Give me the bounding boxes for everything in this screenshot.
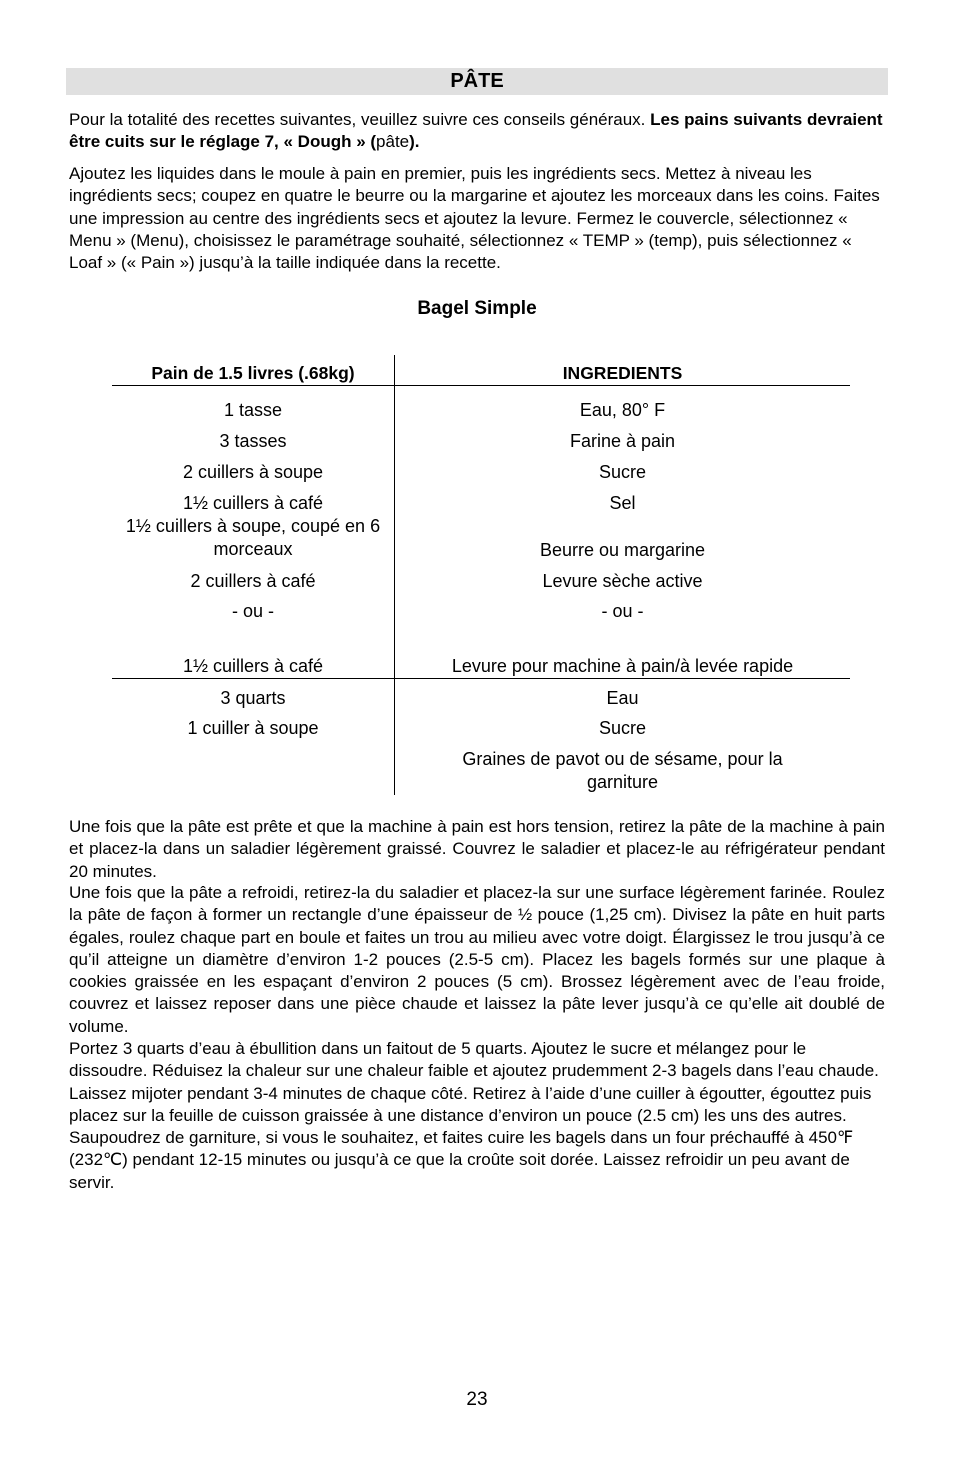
page-number: 23 bbox=[466, 1389, 488, 1410]
table-cell-qty: 2 cuillers à soupe bbox=[182, 462, 324, 482]
table-cell-ingredient: Levure sèche active bbox=[542, 571, 703, 591]
intro-bold-text: Les pains suivants devraient être cuits sur le réglage 7, « Dough » ( bbox=[69, 110, 883, 152]
body-paragraph: Une fois que la pâte a refroidi, retirez-la du saladier et placez-la sur une surface légèrement farinée. Roulez la pâte de façon à former un rectangle d’une épaisseur de ½ pouce (1,25 cm). Divisez la pâte en huit parts égales, roulez chaque part en boule et faites un trou au milieu avec votre doigt. Élargissez le trou jusqu’à ce qu’il atteigne un diamètre d’environ 1-2 pouces (2.5-5 cm). Placez les bagels formés sur une plaque à cookies graissée en les espaçant d’environ 2 pouces (5 cm). Brossez légèrement avec de l’eau froide, couvrez et laissez reposer dans une pièce chaude et laissez la pâte lever jusqu’à ce qu’elle ait doublé de volume. bbox=[69, 883, 885, 1036]
section-title: PÂTE bbox=[66, 68, 888, 95]
table-cell-qty: 1½ cuillers à soupe, coupé en 6 morceaux bbox=[125, 516, 381, 559]
table-cell-ingredient: Eau bbox=[606, 688, 639, 708]
table-cell-ingredient: Graines de pavot ou de sésame, pour la garniture bbox=[462, 749, 783, 792]
instructions-paragraph: Ajoutez les liquides dans le moule à pain en premier, puis les ingrédients secs. Mettez à niveau les ingrédients secs; coupez en quatre le beurre ou la margarine et ajoutez les morceaux dans les coins. Faites une impression au centre des ingrédients secs et ajoutez la levure. Fermez le couvercle, sélectionnez « Menu » (Menu), choisissez le paramétrage souhaité, sélectionnez « TEMP » (temp), puis sélectionnez « Loaf » (« Pain ») jusqu’à la taille indiquée dans la recette. bbox=[69, 164, 880, 273]
table-header-quantity: Pain de 1.5 livres (.68kg) bbox=[151, 363, 355, 383]
table-cell-ingredient: Farine à pain bbox=[569, 431, 676, 451]
table-cell-qty: 1 tasse bbox=[223, 400, 283, 420]
table-cell-qty: 3 quarts bbox=[220, 688, 286, 708]
table-cell-qty: 2 cuillers à café bbox=[190, 571, 316, 591]
table-cell-ingredient: Beurre ou margarine bbox=[539, 540, 706, 560]
table-cell-qty: 1 cuiller à soupe bbox=[187, 718, 319, 738]
recipe-title: Bagel Simple bbox=[417, 298, 537, 319]
intro-text-2: pâte bbox=[376, 132, 410, 152]
table-cell-ingredient: Eau, 80° F bbox=[579, 400, 666, 420]
intro-paragraph bbox=[69, 109, 885, 154]
table-section-rule bbox=[112, 678, 850, 679]
table-cell-ingredient: Sucre bbox=[598, 462, 647, 482]
body-paragraph: Une fois que la pâte est prête et que la machine à pain est hors tension, retirez la pâte de la machine à pain et placez-la dans un saladier légèrement graissé. Couvrez le saladier et placez-le au réfrigérateur pendant 20 minutes. bbox=[69, 817, 885, 881]
table-cell-qty: - ou - bbox=[231, 601, 274, 621]
body-paragraph: Portez 3 quarts d’eau à ébullition dans un faitout de 5 quarts. Ajoutez le sucre et mélangez pour le dissoudre. Réduisez la chaleur sur une chaleur faible et ajoutez prudemment 2-3 bagels dans l’eau chaude. Laissez mijoter pendant 3-4 minutes de chaque côté. Retirez à l’aide d’une cuiller à égoutter, égouttez puis placez sur la feuille de cuisson graissée à une distance d’environ un pouce (2.5 cm) les uns des autres. Saupoudrez de garniture, si vous le souhaitez, et faites cuire les bagels dans un four préchauffé à 450℉ (232℃) pendant 12-15 minutes ou jusqu’à ce que la croûte soit dorée. Laissez refroidir un peu avant de servir. bbox=[69, 1039, 879, 1192]
intro-text: Pour la totalité des recettes suivantes, veuillez suivre ces conseils généraux. bbox=[69, 110, 651, 129]
table-cell-qty: 1½ cuillers à café bbox=[182, 493, 324, 513]
table-cell-qty: 3 tasses bbox=[219, 431, 287, 451]
table-cell-qty: 1½ cuillers à café bbox=[182, 656, 324, 676]
table-cell-ingredient: Levure pour machine à pain/à levée rapide bbox=[451, 656, 794, 676]
intro-bold-text-2: ). bbox=[409, 132, 420, 152]
table-cell-ingredient: Sucre bbox=[598, 718, 647, 738]
table-header-rule bbox=[112, 385, 850, 386]
table-cell-ingredient: - ou - bbox=[601, 601, 644, 621]
table-cell-ingredient: Sel bbox=[609, 493, 636, 513]
table-header-ingredients: INGREDIENTS bbox=[562, 363, 683, 383]
